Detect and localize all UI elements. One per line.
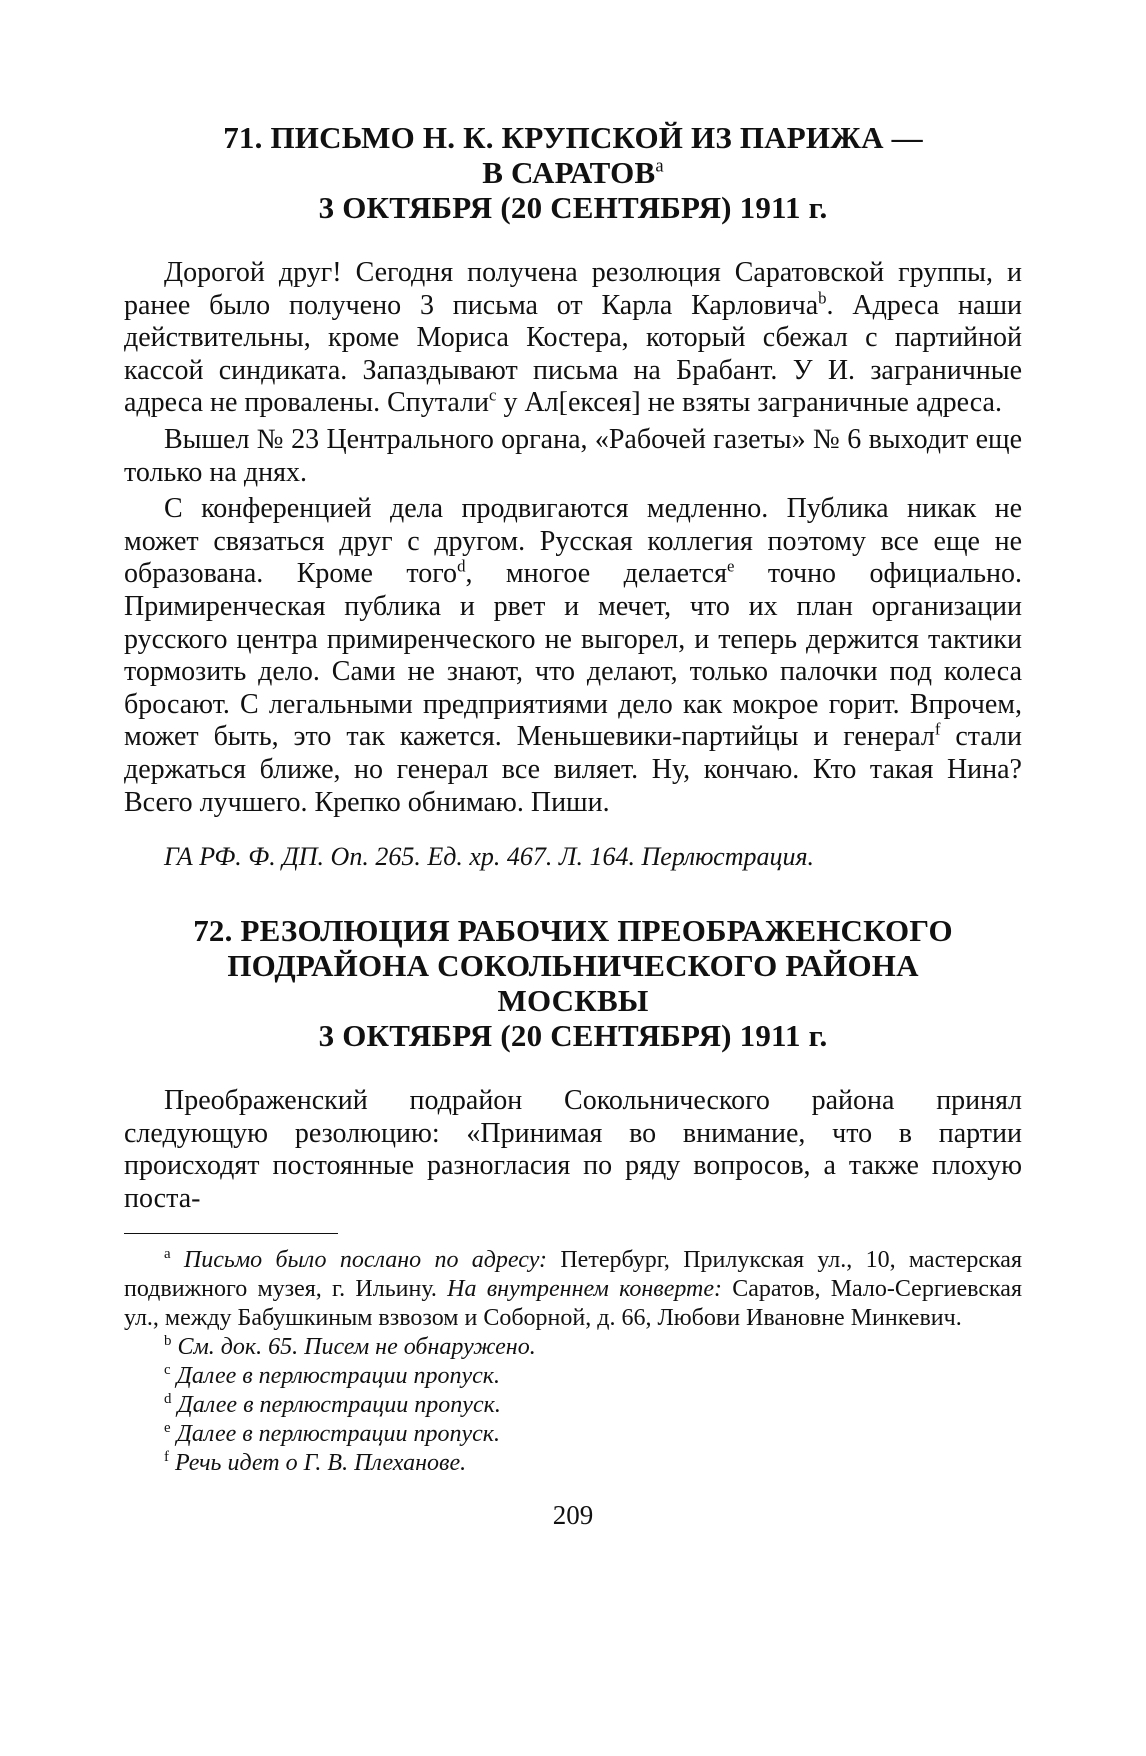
doc71-paragraph-1: Дорогой друг! Сегодня получена резолюция Саратовской группы, и ранее было получено 3 письма от Карла Карловича$^b$. Адреса наши действительны, кроме Мориса Костера, который сбежал с партийной кассой синдиката. Запаздывают письма на Брабант. У И. заграничные адреса не провалены. Спутали$^c$ у Ал[ексея] не взяты заграничные адреса.: [124, 257, 1022, 419]
doc71-heading-date: 3 ОКТЯБРЯ (20 СЕНТЯБРЯ) 1911 г.: [318, 190, 828, 225]
doc71-heading: [124, 120, 1022, 225]
footnote-c: $^c$ Далее в перлюстрации пропуск.: [164, 1362, 500, 1390]
footnote-mark-b: b: [818, 288, 827, 308]
doc72-heading: [124, 913, 1022, 1053]
page: [124, 120, 1022, 1531]
doc71-paragraph-3: С конференцией дела продвигаются медленно. Публика никак не может связаться друг с другом. Русская коллегия поэтому все еще не образована. Кроме того$^d$, многое делается$^e$ точно официально. Примиренческая публика и рвет и мечет, что их план организации русского центра примиренческого не выгорел, и теперь держится тактики тормозить дело. Сами не знают, что делают, только палочки под колеса бросают. С легальными предприятиями дело как мокрое горит. Впрочем, может быть, это так кажется. Меньшевики-партийцы и генерал$^f$ стали держаться ближе, но генерал все виляет. Ну, кончаю. Кто такая Нина? Всего лучшего. Крепко обнимаю. Пиши.: [124, 493, 1023, 818]
doc72-heading-line2: ПОДРАЙОНА СОКОЛЬНИЧЕСКОГО РАЙОНА: [227, 948, 919, 984]
footnote-e: $^e$ Далее в перлюстрации пропуск.: [164, 1420, 500, 1448]
doc72-heading-date: 3 ОКТЯБРЯ (20 СЕНТЯБРЯ) 1911 г.: [318, 1018, 828, 1054]
doc72-heading-line3: МОСКВЫ: [497, 983, 649, 1019]
footnote-mark-f: f: [934, 719, 941, 739]
doc71-paragraph-2: Вышел № 23 Центрального органа, «Рабочей газеты» № 6 выходит еще только на днях.: [124, 423, 1022, 488]
page-number: 209: [552, 1500, 594, 1531]
footnote-mark-e: e: [726, 557, 735, 577]
footnote-d: $^d$ Далее в перлюстрации пропуск.: [164, 1391, 501, 1419]
doc71-archive-source: ГА РФ. Ф. ДП. Оп. 265. Ед. хр. 467. Л. 164. Перлюстрация.: [164, 842, 815, 872]
footnotes: [124, 1246, 1022, 1478]
footnote-a: $^a$ Письмо было послано по адресу: Петербург, Прилукская ул., 10, мастерская подвижного музея, г. Ильину. На внутреннем конверте: Саратов, Мало-Сергиевская ул., между Бабушкиным взвозом и Соборной, д. 66, Любови Ивановне Минкевич.: [124, 1246, 1022, 1332]
doc71-heading-footnote-mark: а: [655, 155, 664, 177]
doc71-heading-line1: 71. ПИСЬМО Н. К. КРУПСКОЙ ИЗ ПАРИЖА —: [223, 120, 923, 155]
doc71-heading-line2: В САРАТОВ: [482, 155, 656, 190]
footnote-mark-c: c: [488, 386, 497, 406]
doc72-paragraph-1: Преображенский подрайон Сокольнического района принял следующую резолюцию: «Принимая во внимание, что в партии происходят постоянные разногласия по ряду вопросов, а также плохую поста-: [124, 1085, 1022, 1214]
footnote-mark-d: d: [457, 557, 466, 577]
footnote-b: $^b$ См. док. 65. Писем не обнаружено.: [164, 1333, 536, 1361]
doc72-heading-line1: 72. РЕЗОЛЮЦИЯ РАБОЧИХ ПРЕОБРАЖЕНСКОГО: [193, 913, 953, 949]
footnote-f: $^f$ Речь идет о Г. В. Плеханове.: [164, 1449, 467, 1477]
